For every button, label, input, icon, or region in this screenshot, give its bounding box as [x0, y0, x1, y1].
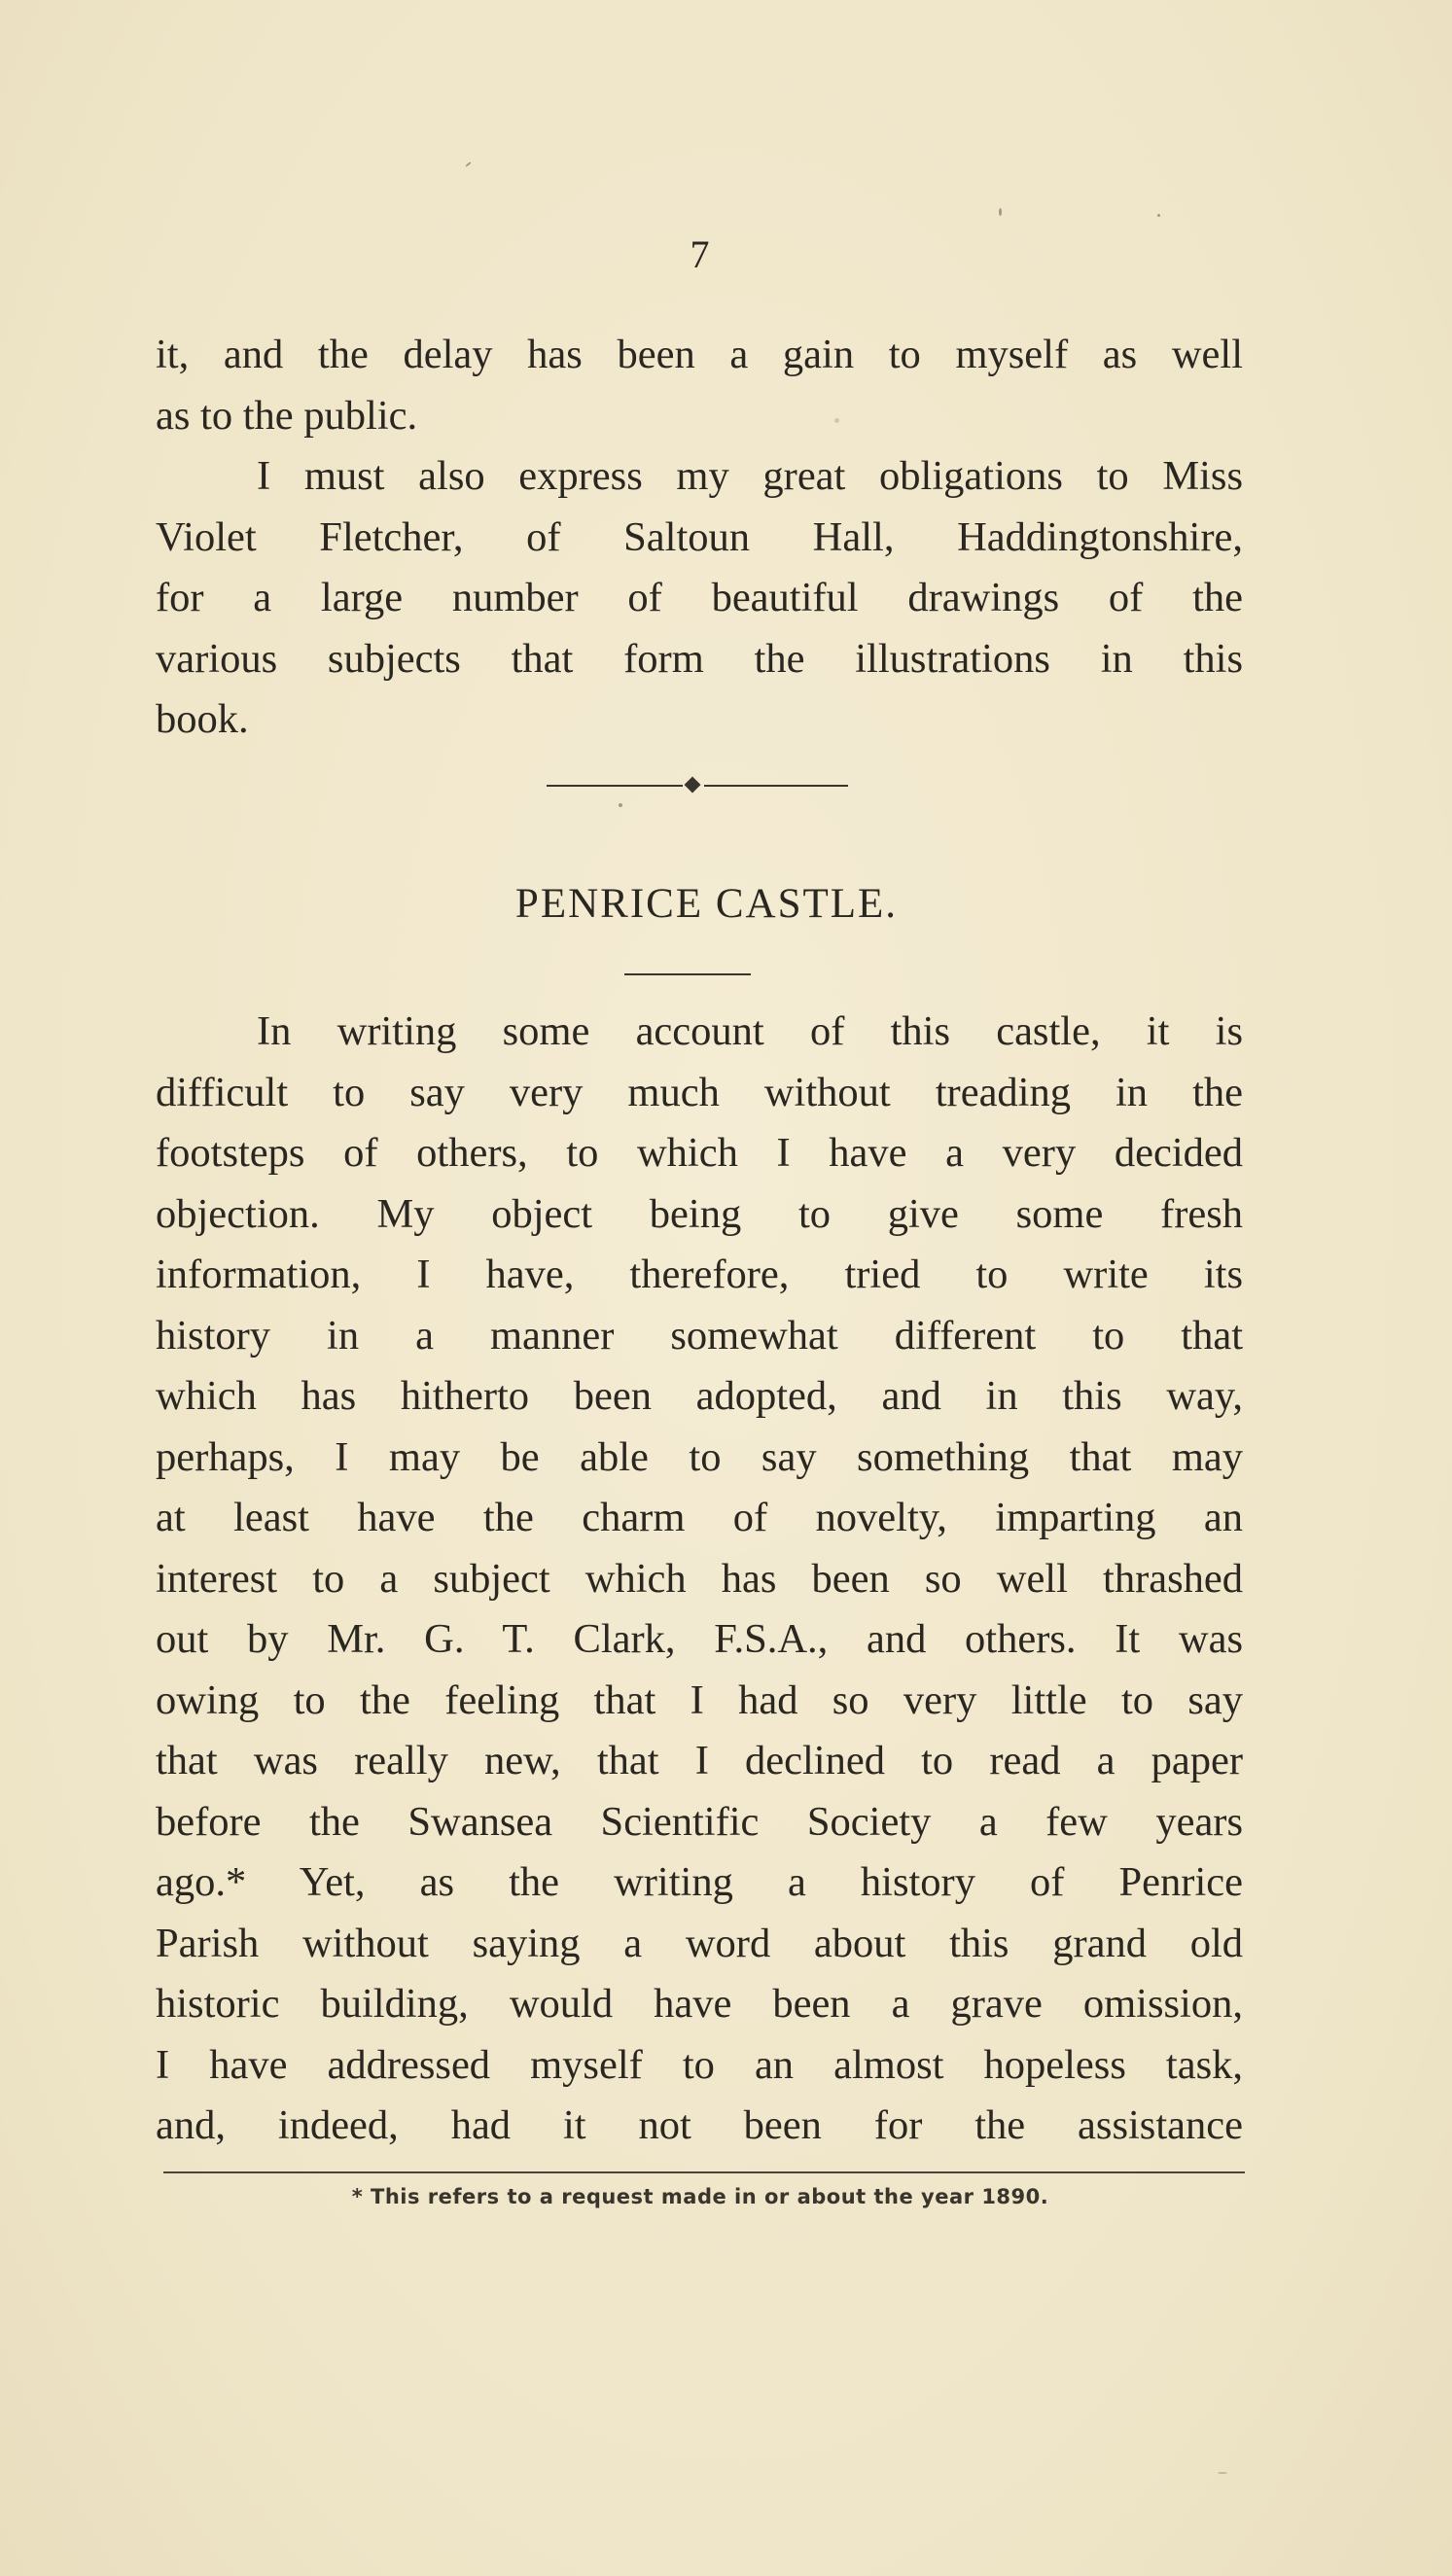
text-line: history in a manner somewhat different to that: [156, 1312, 1243, 1359]
text-line: difficult to say very much without treading in the: [156, 1069, 1243, 1115]
penrice-paragraph: [156, 1002, 1243, 2157]
text-line: I have addressed myself to an almost hopeless task,: [156, 2041, 1243, 2088]
paper-speck: [619, 803, 622, 807]
text-line: footsteps of others, to which I have a very decided: [156, 1130, 1243, 1176]
diamond-ornament-icon: [685, 777, 701, 794]
text-line: before the Swansea Scientific Society a few years: [156, 1798, 1243, 1845]
text-line: at least have the charm of novelty, imparting an: [156, 1495, 1243, 1540]
page-number: 7: [690, 232, 711, 276]
text-line: In writing some account of this castle, it is: [257, 1008, 1243, 1054]
divider-line-right: [704, 785, 848, 787]
text-line: ago.* Yet, as the writing a history of Penrice: [156, 1859, 1243, 1905]
paper-speck: [465, 161, 472, 167]
text-line: Violet Fletcher, of Saltoun Hall, Haddingtonshire,: [156, 513, 1243, 560]
text-line: I must also express my great obligations to Miss: [257, 453, 1243, 499]
text-line: as to the public.: [156, 392, 418, 439]
title-underline: [624, 973, 751, 975]
footnote-separator: [163, 2171, 1245, 2173]
section-title: PENRICE CASTLE.: [514, 881, 899, 927]
text-line: that was really new, that I declined to read a paper: [156, 1738, 1243, 1783]
text-line: it, and the delay has been a gain to myself as well: [156, 332, 1243, 377]
text-line: perhaps, I may be able to say something that may: [156, 1433, 1243, 1480]
text-line: book.: [156, 696, 249, 742]
divider-line-left: [547, 785, 683, 787]
text-line: various subjects that form the illustrations in this: [156, 635, 1243, 682]
text-line: and, indeed, had it not been for the assistance: [156, 2102, 1243, 2148]
text-line: objection. My object being to give some fresh: [156, 1190, 1243, 1237]
text-line: for a large number of beautiful drawings of the: [156, 575, 1243, 620]
text-line: owing to the feeling that I had so very little to say: [156, 1676, 1243, 1723]
text-line: information, I have, therefore, tried to write its: [156, 1252, 1243, 1297]
paper-speck: [1218, 2472, 1227, 2474]
footnote: * This refers to a request made in or about the year 1890.: [351, 2185, 1049, 2208]
paper-speck: [1157, 214, 1160, 217]
ornamental-divider: [547, 776, 848, 795]
intro-paragraph: [156, 325, 1243, 751]
text-line: which has hitherto been adopted, and in this way,: [156, 1373, 1243, 1419]
text-line: interest to a subject which has been so well thrashed: [156, 1555, 1243, 1602]
text-line: Parish without saying a word about this grand old: [156, 1920, 1243, 1966]
text-line: historic building, would have been a grave omission,: [156, 1981, 1243, 2027]
paper-speck: [999, 208, 1002, 216]
text-line: out by Mr. G. T. Clark, F.S.A., and others. It was: [156, 1616, 1243, 1662]
